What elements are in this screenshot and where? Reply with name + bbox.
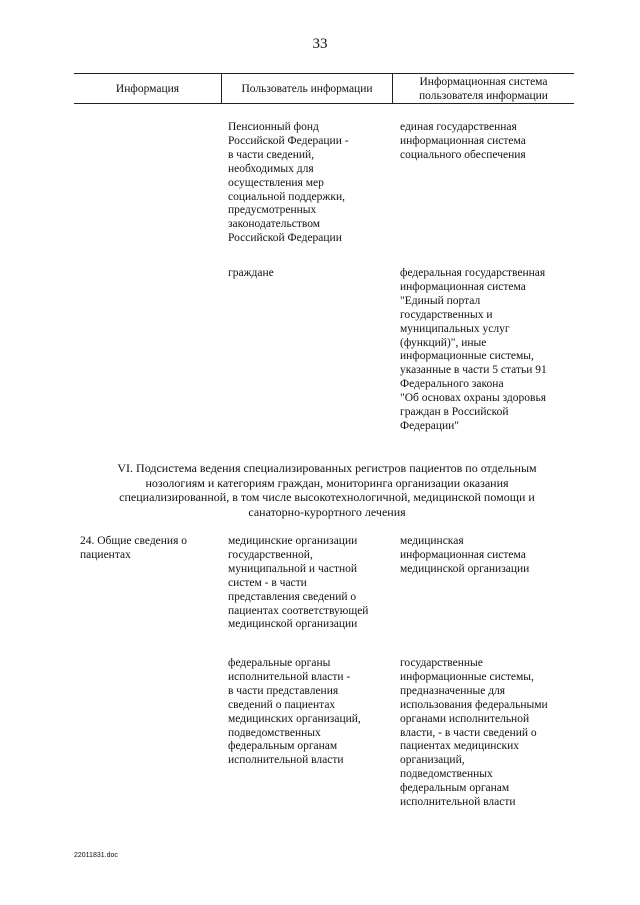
row-user-cell: федеральные органы исполнительной власти - в части представления сведений о пациентах медицинских организаций, подведомственных федеральным органам исполнительной власти [228, 657, 361, 767]
header-top-rule [74, 73, 574, 74]
header-information: Информация [115, 83, 180, 95]
footer-filename: 22011831.doc [74, 852, 118, 859]
row-system-cell: федеральная государственная информационная система "Единый портал государственных и муниципальных услуг (функций)", иные информационные системы, указанные в части 5 статьи 91 Федерального закона "Об основах охраны здоровья граждан в Российской Федерации" [400, 267, 547, 432]
row-user-cell: Пенсионный фонд Российской Федерации - в части сведений, необходимых для осуществления мер социальной поддержки, предусмотренных законодательством Российской Федерации [228, 121, 349, 245]
row-system-cell: государственные информационные системы, предназначенные для использования федеральными органами исполнительной власти, - в части сведений о пациентах медицинских организаций, подведомственных федеральным органам исполнительной власти [400, 657, 548, 809]
header-information-user: Пользователь информации [241, 83, 373, 95]
page-number: 33 [312, 36, 328, 52]
row-system-cell: единая государственная информационная система социального обеспечения [400, 121, 526, 161]
row-info-cell: 24. Общие сведения о пациентах [80, 535, 187, 561]
header-information-system: Информационная система пользователя информации [419, 76, 548, 102]
row-user-cell: медицинские организации государственной, муниципальной и частной систем - в части представления сведений о пациентах соответствующей медицинской организации [228, 535, 369, 631]
header-bottom-rule [74, 103, 574, 104]
row-user-cell: граждане [228, 267, 274, 279]
section-title: VI. Подсистема ведения специализированных регистров пациентов по отдельным нозологиям и категориям граждан, мониторинга организации оказания специализированной, в том числе высокотехнологичной, медицинской помощи и санаторно-курортного лечения [117, 461, 537, 519]
row-system-cell: медицинская информационная система медицинской организации [400, 535, 530, 575]
